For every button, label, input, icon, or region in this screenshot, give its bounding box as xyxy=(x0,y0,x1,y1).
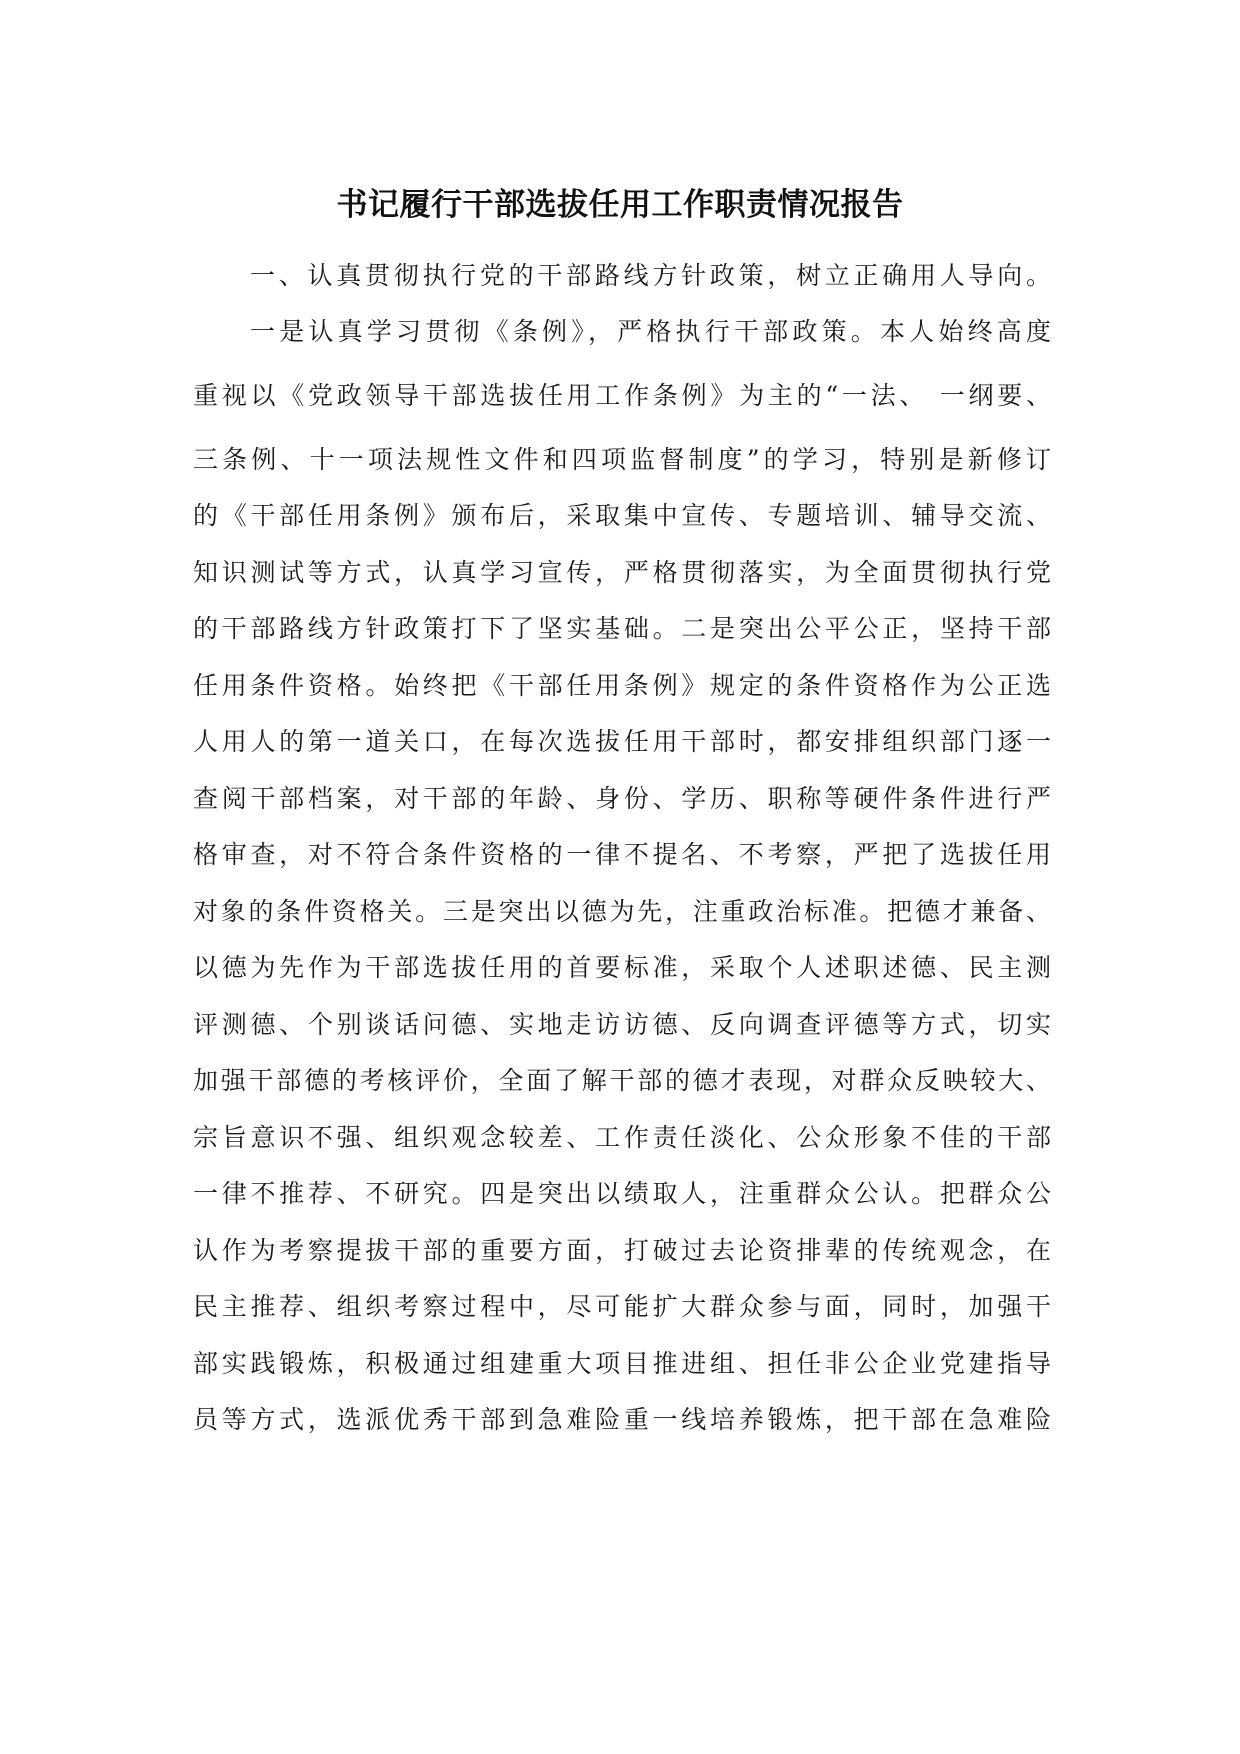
paragraph-line: 民主推荐、组织考察过程中，尽可能扩大群众参与面，同时，加强干 xyxy=(193,1292,1051,1321)
paragraph-line: 加强干部德的考核评价，全面了解干部的德才表现，对群众反映较大、 xyxy=(193,1066,1051,1095)
paragraph-line: 三条例、十一项法规性文件和四项监督制度”的学习，特别是新修订 xyxy=(193,445,1051,474)
paragraph-line: 一律不推荐、不研究。四是突出以绩取人，注重群众公认。把群众公 xyxy=(193,1179,1051,1208)
paragraph-line: 的《干部任用条例》颁布后，采取集中宣传、专题培训、辅导交流、 xyxy=(193,501,1051,530)
paragraph-line: 宗旨意识不强、组织观念较差、工作责任淡化、公众形象不佳的干部 xyxy=(193,1123,1051,1152)
paragraph-line: 知识测试等方式，认真学习宣传，严格贯彻落实，为全面贯彻执行党 xyxy=(193,558,1051,587)
section-heading: 一、认真贯彻执行党的干部路线方针政策，树立正确用人导向。 xyxy=(250,261,1051,290)
paragraph-line: 的干部路线方针政策打下了坚实基础。二是突出公平公正，坚持干部 xyxy=(193,614,1051,643)
paragraph-line: 人用人的第一道关口，在每次选拔任用干部时，都安排组织部门逐一 xyxy=(193,727,1051,756)
paragraph-line: 任用条件资格。始终把《干部任用条例》规定的条件资格作为公正选 xyxy=(193,671,1051,700)
paragraph-line: 一是认真学习贯彻《条例》，严格执行干部政策。本人始终高度 xyxy=(250,317,1051,346)
paragraph-line: 部实践锻炼，积极通过组建重大项目推进组、担任非公企业党建指导 xyxy=(193,1349,1051,1378)
paragraph-line: 重视以《党政领导干部选拔任用工作条例》为主的“一法、 一纲要、 xyxy=(193,381,1051,410)
paragraph-line: 对象的条件资格关。三是突出以德为先，注重政治标准。把德才兼备、 xyxy=(193,897,1051,926)
paragraph-line: 格审查，对不符合条件资格的一律不提名、不考察，严把了选拔任用 xyxy=(193,840,1051,869)
paragraph-line: 员等方式，选派优秀干部到急难险重一线培养锻炼，把干部在急难险 xyxy=(193,1405,1051,1434)
paragraph-line: 认作为考察提拔干部的重要方面，打破过去论资排辈的传统观念，在 xyxy=(193,1236,1051,1265)
paragraph-line: 评测德、个别谈话问德、实地走访访德、反向调查评德等方式，切实 xyxy=(193,1010,1051,1039)
paragraph-line: 以德为先作为干部选拔任用的首要标准，采取个人述职述德、民主测 xyxy=(193,953,1051,982)
paragraph-line: 查阅干部档案，对干部的年龄、身份、学历、职称等硬件条件进行严 xyxy=(193,784,1051,813)
document-title: 书记履行干部选拔任用工作职责情况报告 xyxy=(336,187,904,223)
